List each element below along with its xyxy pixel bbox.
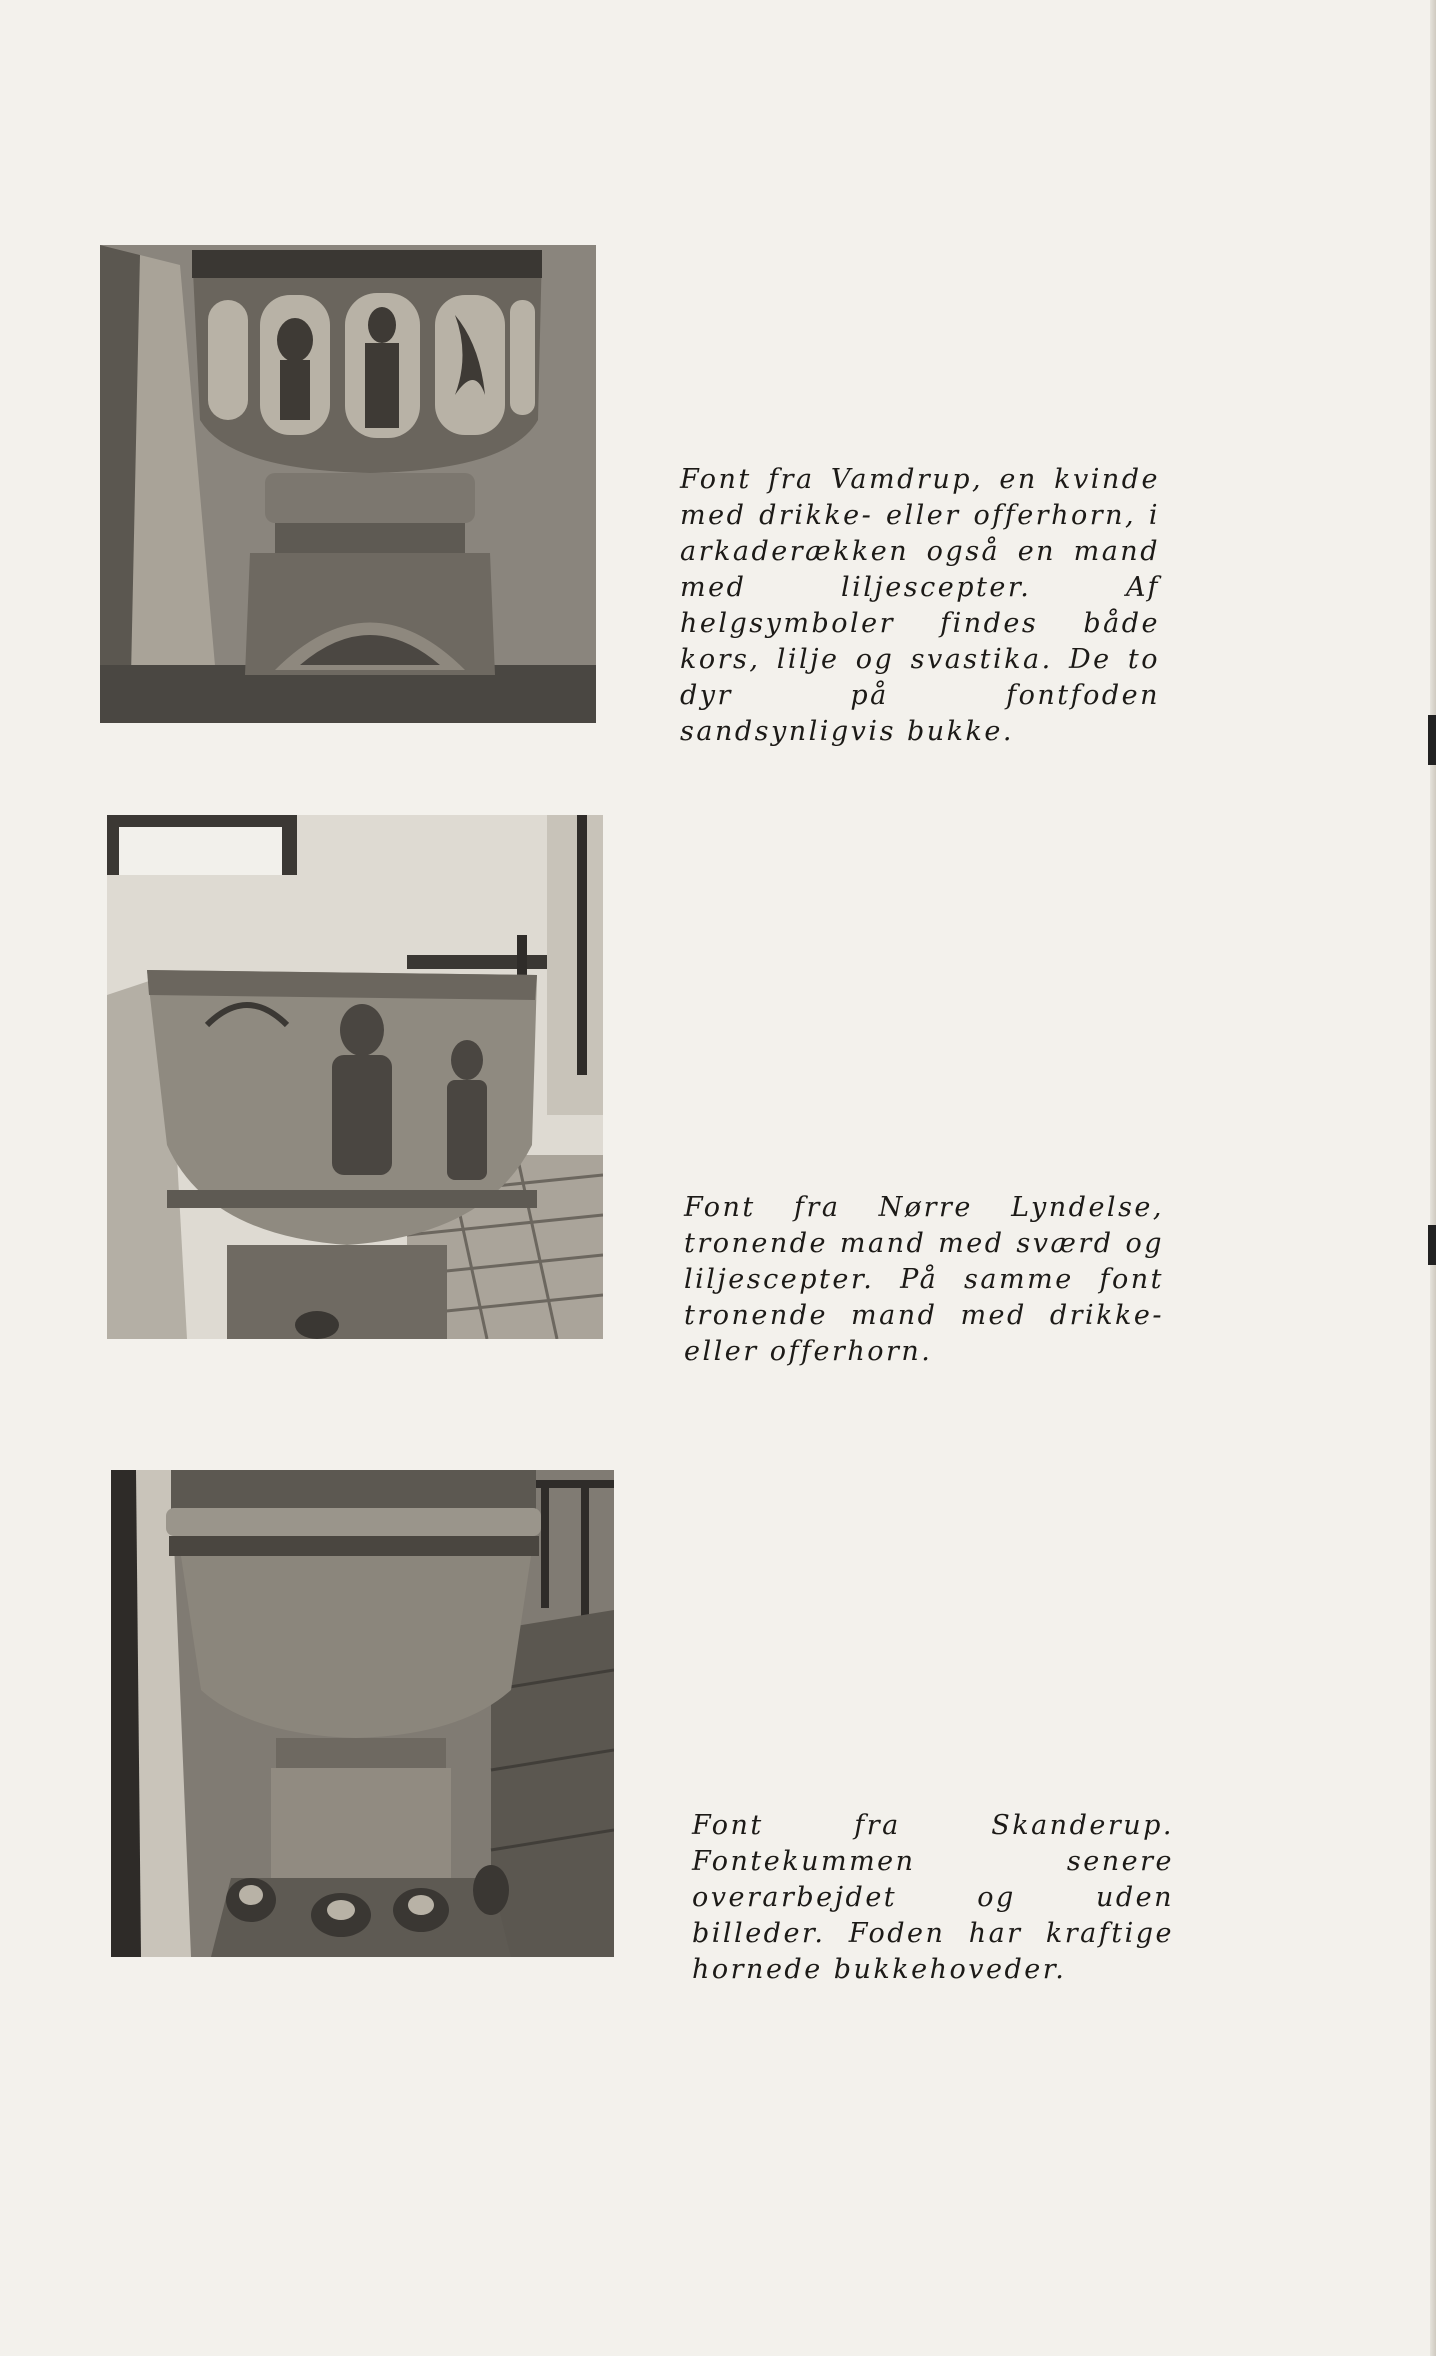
page-edge bbox=[1430, 0, 1436, 2356]
photo-skanderup-font bbox=[111, 1470, 614, 1957]
photo-norre-lyndelse-font bbox=[107, 815, 603, 1339]
caption-vamdrup bbox=[680, 462, 1160, 750]
caption-skanderup bbox=[692, 1808, 1174, 1988]
caption-vamdrup-text: Font fra Vamdrup, en kvinde med drikke- eller offerhorn, i arkaderækken også en mand med liljescepter. Af helgsymboler findes både kors, lilje og svastika. De to dyr på fontfoden sandsynligvis bukke. bbox=[680, 464, 1160, 747]
caption-norre-lyndelse bbox=[684, 1190, 1164, 1370]
margin-mark-top bbox=[1428, 715, 1436, 765]
caption-skanderup-text: Font fra Skanderup. Fontekummen senere overarbejdet og uden billeder. Foden har kraftige hornede bukkehoveder. bbox=[692, 1810, 1174, 1985]
margin-mark-bottom bbox=[1428, 1225, 1436, 1265]
photo-vamdrup-font bbox=[100, 245, 596, 723]
caption-norre-lyndelse-text: Font fra Nørre Lyndelse, tronende mand med sværd og liljescepter. På samme font tronende mand med drikke- eller offerhorn. bbox=[684, 1192, 1164, 1367]
